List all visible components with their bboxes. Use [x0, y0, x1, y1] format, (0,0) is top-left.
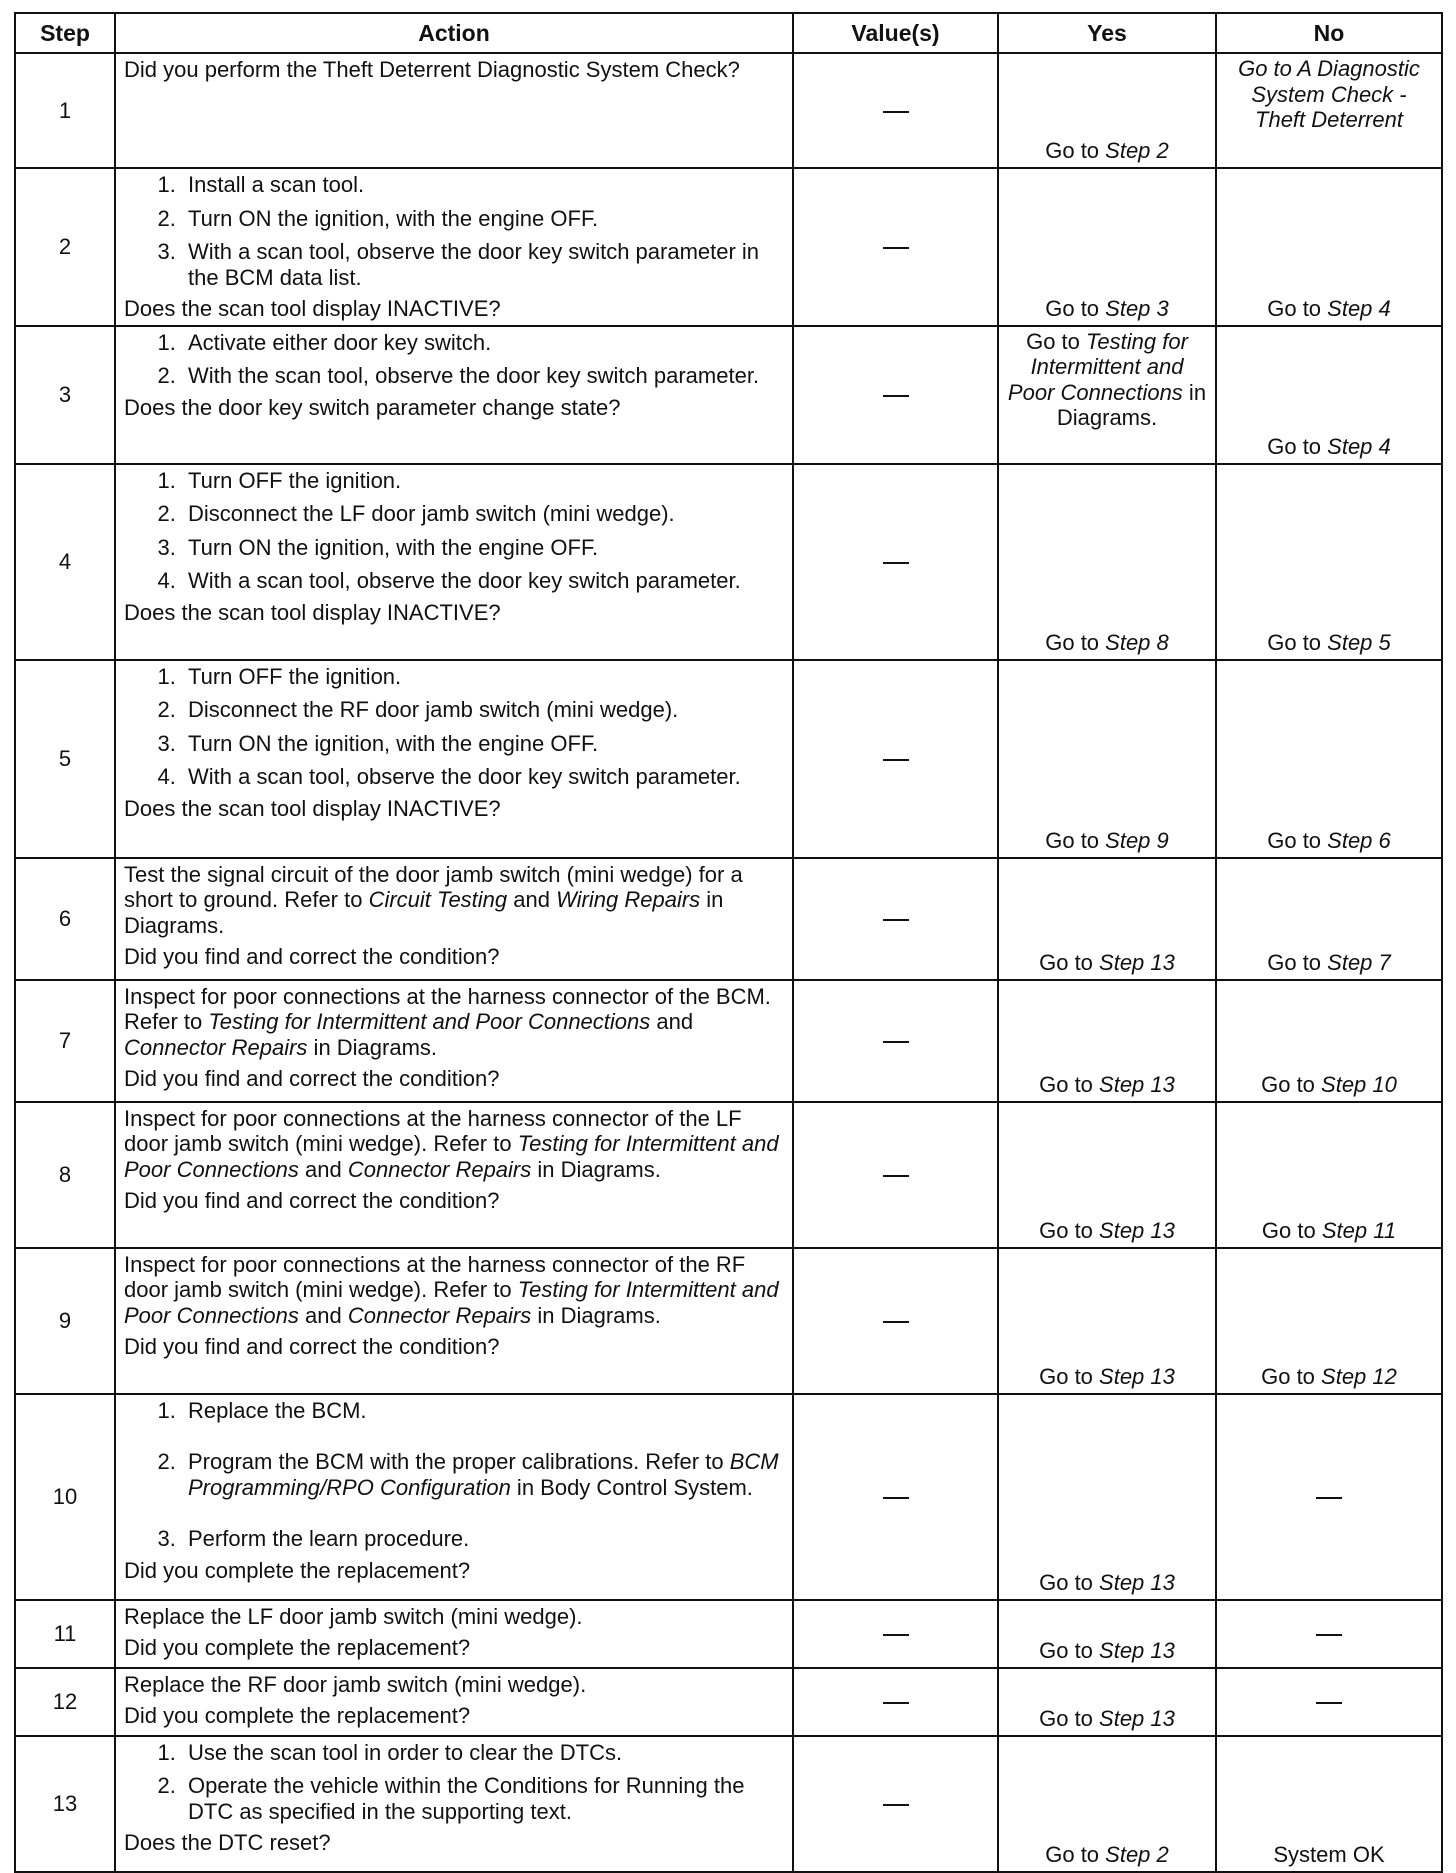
action-cell [115, 980, 793, 1102]
action-cell [115, 53, 793, 168]
action-step-item: 3. Turn ON the ignition, with the engine OFF. [182, 535, 784, 561]
action-question: Does the door key switch parameter change state? [124, 394, 621, 420]
dash-mark [883, 1041, 909, 1043]
action-step-item: 2. Program the BCM with the proper calibrations. Refer to BCM Programming/RPO Configuration in Body Control System. [182, 1449, 784, 1500]
value-cell [793, 1248, 998, 1394]
table-row [15, 980, 1442, 1102]
header-yes: Yes [998, 13, 1216, 53]
action-question: Does the scan tool display INACTIVE? [124, 795, 501, 821]
action-cell [115, 660, 793, 858]
no-cell: Go to Step 10 [1216, 980, 1442, 1102]
step-number: 6 [15, 858, 115, 980]
dash-mark [883, 1634, 909, 1636]
action-question: Did you find and correct the condition? [124, 1066, 500, 1092]
action-statement: Inspect for poor connections at the harness connector of the LF door jamb switch (mini wedge). Refer to Testing for Intermittent and Poor Connections and Connector Repairs in Diagrams. [124, 1105, 779, 1182]
action-step-item: 2. Turn ON the ignition, with the engine OFF. [182, 206, 784, 232]
table-row [15, 53, 1442, 168]
step-number: 7 [15, 980, 115, 1102]
dash-mark [883, 1497, 909, 1499]
table-row [15, 1600, 1442, 1668]
dash-mark [883, 919, 909, 921]
action-cell [115, 1394, 793, 1600]
yes-cell: Go to Step 13 [998, 858, 1216, 980]
step-number: 8 [15, 1102, 115, 1248]
dash-mark [883, 247, 909, 249]
header-action: Action [115, 13, 793, 53]
dash-mark [883, 1175, 909, 1177]
value-cell [793, 660, 998, 858]
yes-cell: Go to Testing for Intermittent and Poor Connections in Diagrams. [998, 326, 1216, 464]
action-step-item: 4. With a scan tool, observe the door key switch parameter. [182, 764, 784, 790]
action-cell [115, 858, 793, 980]
step-number: 2 [15, 168, 115, 326]
yes-cell: Go to Step 2 [998, 53, 1216, 168]
action-cell [115, 1736, 793, 1872]
action-statement: Inspect for poor connections at the harness connector of the BCM. Refer to Testing for Intermittent and Poor Connections and Connector Repairs in Diagrams. [124, 983, 771, 1060]
action-statement: Test the signal circuit of the door jamb switch (mini wedge) for a short to ground. Refer to Circuit Testing and Wiring Repairs in Diagrams. [124, 861, 743, 938]
action-question: Did you complete the replacement? [124, 1703, 471, 1729]
no-cell [1216, 1668, 1442, 1736]
table-row [15, 660, 1442, 858]
yes-cell: Go to Step 3 [998, 168, 1216, 326]
no-cell [1216, 1394, 1442, 1600]
yes-cell: Go to Step 8 [998, 464, 1216, 660]
action-statement: Inspect for poor connections at the harness connector of the RF door jamb switch (mini wedge). Refer to Testing for Intermittent and Poor Connections and Connector Repairs in Diagrams. [124, 1251, 779, 1328]
value-cell [793, 980, 998, 1102]
dash-mark [1316, 1702, 1342, 1704]
no-cell: Go to Step 7 [1216, 858, 1442, 980]
header-no: No [1216, 13, 1442, 53]
action-steps [124, 172, 784, 290]
yes-cell: Go to Step 13 [998, 1668, 1216, 1736]
header-values: Value(s) [793, 13, 998, 53]
action-question: Did you find and correct the condition? [124, 944, 500, 970]
no-cell: Go to Step 4 [1216, 326, 1442, 464]
yes-cell: Go to Step 2 [998, 1736, 1216, 1872]
value-cell [793, 326, 998, 464]
table-row [15, 858, 1442, 980]
value-cell [793, 1668, 998, 1736]
table-row [15, 1668, 1442, 1736]
action-step-item: 1. Turn OFF the ignition. [182, 664, 784, 690]
dash-mark [883, 562, 909, 564]
value-cell [793, 464, 998, 660]
action-statement: Did you perform the Theft Deterrent Diagnostic System Check? [124, 57, 740, 82]
dash-mark [883, 1321, 909, 1323]
step-number: 12 [15, 1668, 115, 1736]
dash-mark [883, 395, 909, 397]
value-cell [793, 168, 998, 326]
action-step-item: 1. Install a scan tool. [182, 172, 784, 198]
action-question: Did you find and correct the condition? [124, 1334, 500, 1360]
action-steps [124, 664, 784, 790]
action-step-item: 1. Replace the BCM. [182, 1398, 784, 1424]
step-number: 11 [15, 1600, 115, 1668]
step-number: 5 [15, 660, 115, 858]
action-steps [124, 1398, 784, 1552]
action-step-item: 3. Turn ON the ignition, with the engine OFF. [182, 731, 784, 757]
action-step-item: 1. Turn OFF the ignition. [182, 468, 784, 494]
action-step-item: 4. With a scan tool, observe the door key switch parameter. [182, 568, 784, 594]
table-row [15, 1394, 1442, 1600]
action-cell [115, 1600, 793, 1668]
step-number: 3 [15, 326, 115, 464]
action-cell [115, 168, 793, 326]
action-step-item: 3. Perform the learn procedure. [182, 1526, 784, 1552]
action-question: Did you complete the replacement? [124, 1557, 471, 1583]
action-step-item: 3. With a scan tool, observe the door key switch parameter in the BCM data list. [182, 239, 784, 290]
action-step-item: 2. Disconnect the LF door jamb switch (mini wedge). [182, 501, 784, 527]
table-row [15, 1102, 1442, 1248]
action-cell [115, 464, 793, 660]
step-number: 4 [15, 464, 115, 660]
value-cell [793, 1394, 998, 1600]
action-step-item: 1. Activate either door key switch. [182, 330, 784, 356]
no-cell [1216, 1600, 1442, 1668]
action-question: Did you complete the replacement? [124, 1635, 471, 1661]
action-statement: Replace the RF door jamb switch (mini wedge). [124, 1671, 587, 1697]
no-cell: System OK [1216, 1736, 1442, 1872]
action-step-item: 2. With the scan tool, observe the door key switch parameter. [182, 363, 784, 389]
action-steps [124, 1740, 784, 1825]
dash-mark [1316, 1634, 1342, 1636]
yes-cell: Go to Step 13 [998, 1394, 1216, 1600]
value-cell [793, 1102, 998, 1248]
value-cell [793, 858, 998, 980]
value-cell [793, 1600, 998, 1668]
no-cell: Go to Step 5 [1216, 464, 1442, 660]
dash-mark [1316, 1497, 1342, 1499]
dash-mark [883, 1702, 909, 1704]
value-cell [793, 53, 998, 168]
no-cell: Go to Step 6 [1216, 660, 1442, 858]
action-cell [115, 1248, 793, 1394]
action-steps [124, 468, 784, 594]
dash-mark [883, 111, 909, 113]
action-step-item: 2. Disconnect the RF door jamb switch (mini wedge). [182, 697, 784, 723]
no-cell: Go to Step 11 [1216, 1102, 1442, 1248]
table-row [15, 464, 1442, 660]
yes-cell: Go to Step 13 [998, 1248, 1216, 1394]
step-number: 1 [15, 53, 115, 168]
dash-mark [883, 759, 909, 761]
table-row [15, 1736, 1442, 1872]
diagnostic-table [14, 12, 1443, 1873]
action-step-item: 2. Operate the vehicle within the Conditions for Running the DTC as specified in the supporting text. [182, 1773, 784, 1824]
action-question: Did you find and correct the condition? [124, 1188, 500, 1214]
header-row [15, 13, 1442, 53]
no-cell: Go to A Diagnostic System Check - Theft Deterrent [1216, 53, 1442, 168]
yes-cell: Go to Step 13 [998, 1600, 1216, 1668]
action-question: Does the DTC reset? [124, 1830, 331, 1856]
dash-mark [883, 1804, 909, 1806]
value-cell [793, 1736, 998, 1872]
step-number: 9 [15, 1248, 115, 1394]
yes-cell: Go to Step 13 [998, 1102, 1216, 1248]
yes-cell: Go to Step 13 [998, 980, 1216, 1102]
table-row [15, 1248, 1442, 1394]
no-cell: Go to Step 12 [1216, 1248, 1442, 1394]
action-statement: Replace the LF door jamb switch (mini wedge). [124, 1603, 583, 1629]
table-row [15, 326, 1442, 464]
yes-cell: Go to Step 9 [998, 660, 1216, 858]
action-cell [115, 326, 793, 464]
step-number: 10 [15, 1394, 115, 1600]
action-cell [115, 1102, 793, 1248]
action-cell [115, 1668, 793, 1736]
no-cell: Go to Step 4 [1216, 168, 1442, 326]
action-steps [124, 330, 784, 389]
table-row [15, 168, 1442, 326]
action-question: Does the scan tool display INACTIVE? [124, 599, 501, 625]
step-number: 13 [15, 1736, 115, 1872]
header-step: Step [15, 13, 115, 53]
action-step-item: 1. Use the scan tool in order to clear the DTCs. [182, 1740, 784, 1766]
action-question: Does the scan tool display INACTIVE? [124, 296, 501, 322]
